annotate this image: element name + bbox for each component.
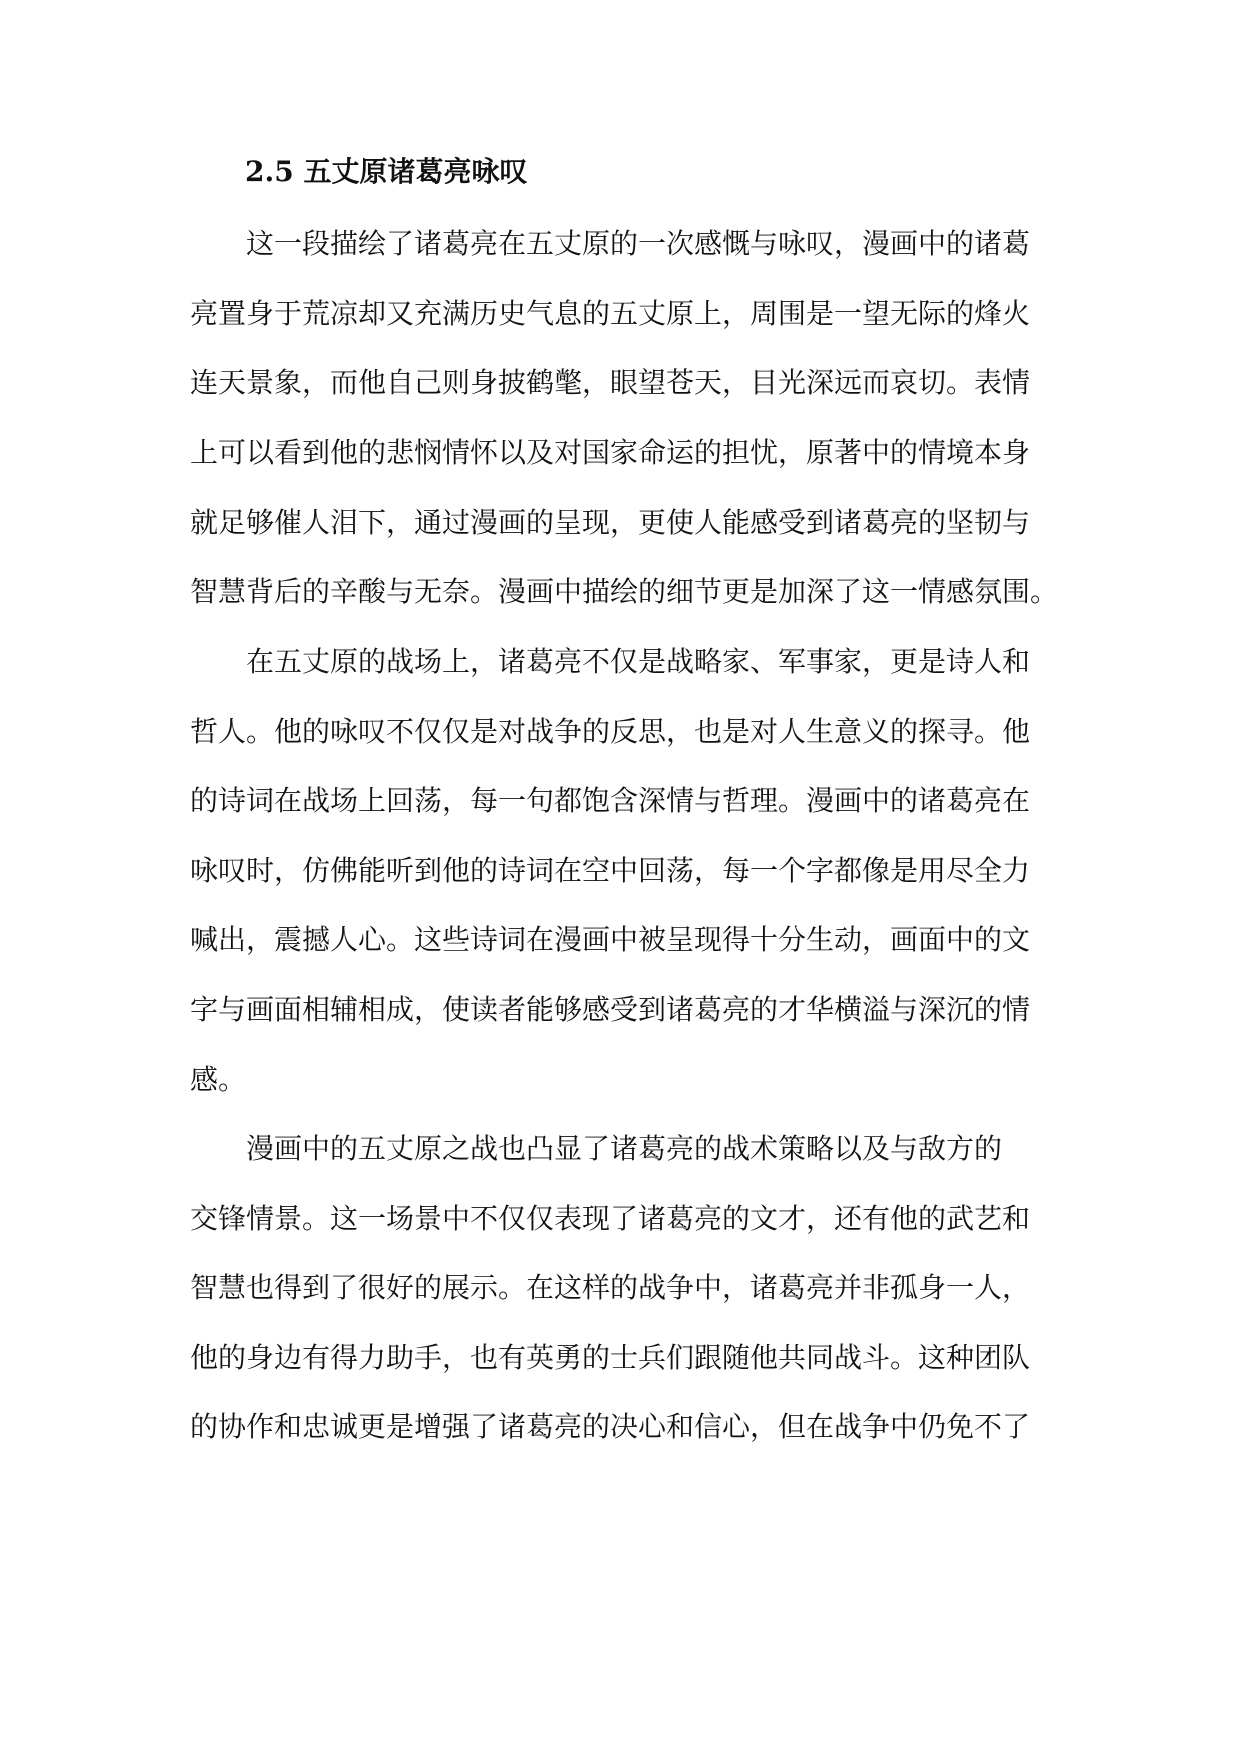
paragraph-3-line-5: 的协作和忠诚更是增强了诸葛亮的决心和信心，但在战争中仍免不了: [190, 1410, 1031, 1443]
paragraph-1-line-6: 智慧背后的辛酸与无奈。漫画中描绘的细节更是加深了这一情感氛围。: [190, 575, 1059, 608]
paragraph-1-line-1: 这一段描绘了诸葛亮在五丈原的一次感慨与咏叹，漫画中的诸葛: [246, 227, 1031, 260]
paragraph-2-line-1: 在五丈原的战场上，诸葛亮不仅是战略家、军事家，更是诗人和: [246, 645, 1031, 678]
paragraph-2-line-6: 字与画面相辅相成，使读者能够感受到诸葛亮的才华横溢与深沉的情: [190, 993, 1031, 1026]
paragraph-3-line-2: 交锋情景。这一场景中不仅仅表现了诸葛亮的文才，还有他的武艺和: [190, 1202, 1031, 1235]
paragraph-1-line-4: 上可以看到他的悲悯情怀以及对国家命运的担忧，原著中的情境本身: [190, 436, 1031, 469]
paragraph-2-line-3: 的诗词在战场上回荡，每一句都饱含深情与哲理。漫画中的诸葛亮在: [190, 784, 1031, 817]
section-heading: 2.5 五丈原诸葛亮咏叹: [245, 155, 528, 188]
paragraph-2-line-2: 哲人。他的咏叹不仅仅是对战争的反思，也是对人生意义的探寻。他: [190, 715, 1031, 748]
paragraph-2-line-7: 感。: [190, 1063, 247, 1096]
paragraph-2-line-5: 喊出，震撼人心。这些诗词在漫画中被呈现得十分生动，画面中的文: [190, 923, 1031, 956]
paragraph-2-line-4: 咏叹时，仿佛能听到他的诗词在空中回荡，每一个字都像是用尽全力: [190, 854, 1031, 887]
paragraph-3-line-1: 漫画中的五丈原之战也凸显了诸葛亮的战术策略以及与敌方的: [246, 1132, 1003, 1165]
paragraph-1-line-3: 连天景象，而他自己则身披鹤氅，眼望苍天，目光深远而哀切。表情: [190, 366, 1031, 399]
paragraph-3-line-4: 他的身边有得力助手，也有英勇的士兵们跟随他共同战斗。这种团队: [190, 1341, 1031, 1374]
paragraph-3-line-3: 智慧也得到了很好的展示。在这样的战争中，诸葛亮并非孤身一人，: [190, 1271, 1031, 1304]
paragraph-1-line-5: 就足够催人泪下，通过漫画的呈现，更使人能感受到诸葛亮的坚韧与: [190, 506, 1031, 539]
paragraph-1-line-2: 亮置身于荒凉却又充满历史气息的五丈原上，周围是一望无际的烽火: [190, 297, 1031, 330]
